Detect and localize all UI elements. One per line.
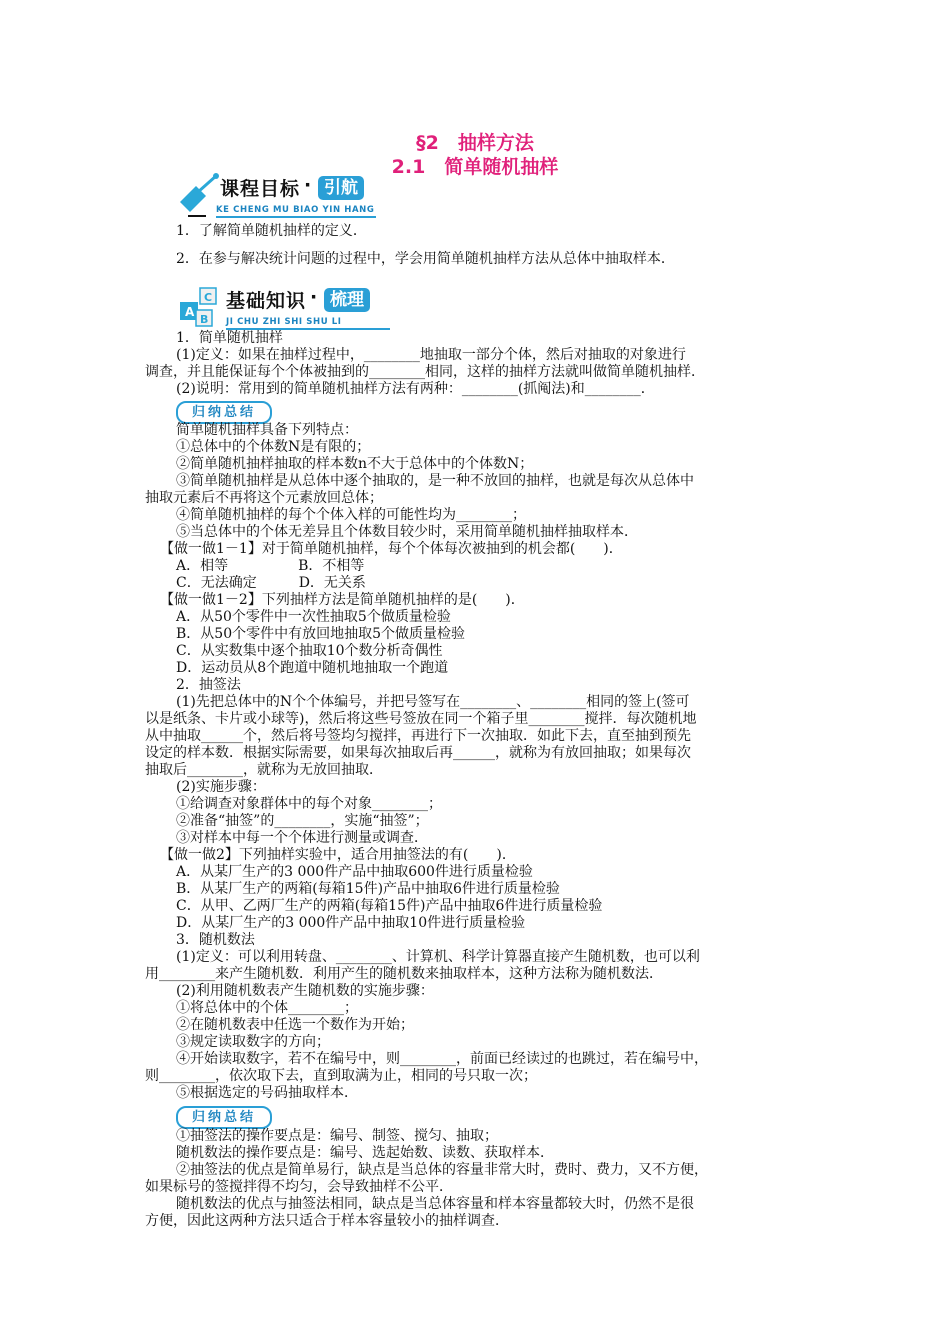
text-line: ①总体中的个体数N是有限的；	[176, 439, 371, 455]
text-line: ②抽签法的优点是简单易行，缺点是当总体的容量非常大时，费时、费力，又不方便，	[176, 1162, 708, 1178]
course-goal-banner	[176, 172, 386, 220]
text-line: ③简单随机抽样是从总体中逐个抽取的，是一种不放回的抽样，也就是每次从总体中	[176, 473, 694, 489]
text-line: 设定的样本数．根据实际需要，如果每次抽取后再______，就称为有放回抽取；如果每次	[145, 745, 691, 761]
text-line: ①给调查对象群体中的每个对象________；	[176, 796, 442, 812]
goal-item: 1．了解简单随机抽样的定义．	[176, 223, 367, 239]
text-line: (2)说明：常用到的简单随机抽样方法有两种：________(抓阄法)和________．	[176, 381, 655, 397]
basic-knowledge-banner	[176, 284, 396, 332]
text-line: 随机数法的操作要点是：编号、选起始数、读数、获取样本．	[176, 1145, 554, 1161]
option-line: D．从某厂生产的3 000件产品中抽取10件进行质量检验	[176, 915, 526, 931]
text-line: ②简单随机抽样抽取的样本数n不大于总体中的个体数N；	[176, 456, 534, 472]
exercise-prompt: 【做一做2】下列抽样实验中，适合用抽签法的有( )．	[160, 847, 516, 863]
banner-tag: 引航	[318, 176, 364, 200]
option-line: D．运动员从8个跑道中随机地抽取一个跑道	[176, 660, 449, 676]
text-line: ①抽签法的操作要点是：编号、制签、搅匀、抽取；	[176, 1128, 498, 1144]
icon-letter-c: C	[204, 291, 213, 304]
banner-dot: ·	[304, 174, 312, 196]
text-line: 抽取元素后不再将这个元素放回总体；	[145, 490, 383, 506]
banner-pinyin: JI CHU ZHI SHI SHU LI	[226, 317, 342, 327]
text-line: (1)定义：可以利用转盘、________、计算机、科学计算器直接产生随机数，也可以利	[176, 949, 700, 965]
text-line: 简单随机抽样具备下列特点：	[176, 422, 358, 438]
option-line: A．从50个零件中一次性抽取5个做质量检验	[176, 609, 451, 625]
summary-badge	[176, 401, 272, 424]
banner-title: 课程目标	[220, 178, 301, 200]
text-line: (2)实施步骤：	[176, 779, 266, 795]
option-line: B．从某厂生产的两箱(每箱15件)产品中抽取6件进行质量检验	[176, 881, 560, 897]
option-line: C．从实数集中逐个抽取10个数分析奇偶性	[176, 643, 443, 659]
text-line: (1)先把总体中的N个个体编号，并把号签写在________、________相同的签上(签可	[176, 694, 690, 710]
banner-title: 基础知识	[226, 290, 307, 312]
option-line: C．从甲、乙两厂生产的两箱(每箱15件)产品中抽取6件进行质量检验	[176, 898, 603, 914]
icon-letter-b: B	[200, 313, 209, 326]
text-line: 随机数法的优点与抽签法相同，缺点是当总体容量和样本容量都较大时，仍然不是很	[176, 1196, 694, 1212]
text-line: ⑤当总体中的个体无差异且个体数目较少时，采用简单随机抽样抽取样本．	[176, 524, 638, 540]
option-line: B．从50个零件中有放回地抽取5个做质量检验	[176, 626, 466, 642]
text-line: 抽取后________，就称为无放回抽取．	[145, 762, 383, 778]
goal-item: 2．在参与解决统计问题的过程中，学会用简单随机抽样方法从总体中抽取样本．	[176, 251, 675, 267]
text-line: ①将总体中的个体________；	[176, 1000, 358, 1016]
banner-pinyin: KE CHENG MU BIAO YIN HANG	[216, 205, 375, 215]
heading: 2．抽签法	[176, 677, 241, 693]
text-line: 则________，依次取下去，直到取满为止，相同的号只取一次；	[145, 1068, 537, 1084]
text-line: 从中抽取______个，然后将号签均匀搅拌，再进行下一次抽取．如此下去，直至抽到预先	[145, 728, 691, 744]
subsection-title: 2.1 简单随机抽样	[391, 156, 559, 178]
exercise-prompt: 【做一做1－1】对于简单随机抽样，每个个体每次被抽到的机会都( )．	[160, 541, 623, 557]
heading: 3．随机数法	[176, 932, 255, 948]
heading: 1．简单随机抽样	[176, 330, 283, 346]
summary-label: 归纳总结	[191, 1110, 256, 1125]
text-line: ⑤根据选定的号码抽取样本．	[176, 1085, 358, 1101]
abc-blocks-icon	[176, 284, 228, 332]
option-line: A．相等 B．不相等	[176, 558, 365, 574]
icon-letter-a: A	[185, 305, 195, 319]
text-line: ③规定读取数字的方向；	[176, 1034, 330, 1050]
text-line: 如果标号的签搅拌得不均匀，会导致抽样不公平．	[145, 1179, 453, 1195]
text-line: 方便，因此这两种方法只适合于样本容量较小的抽样调查．	[145, 1213, 509, 1229]
banner-dot: ·	[310, 286, 318, 308]
summary-badge	[176, 1106, 272, 1129]
exercise-prompt: 【做一做1－2】下列抽样方法是简单随机抽样的是( )．	[160, 592, 525, 608]
banner-tag: 梳理	[324, 288, 370, 312]
text-line: ④简单随机抽样的每个个体入样的可能性均为________；	[176, 507, 526, 523]
text-line: 以是纸条、卡片或小球等)，然后将这些号签放在同一个箱子里________搅拌．每次随机地	[145, 711, 697, 727]
text-line: ④开始读取数字，若不在编号中，则________，前面已经读过的也跳过，若在编号中，	[176, 1051, 708, 1067]
option-line: C．无法确定 D．无关系	[176, 575, 366, 591]
option-line: A．从某厂生产的3 000件产品中抽取600件进行质量检验	[176, 864, 533, 880]
text-line: ②准备“抽签”的________，实施“抽签”；	[176, 813, 429, 829]
summary-label: 归纳总结	[191, 405, 256, 420]
text-line: (1)定义：如果在抽样过程中，________地抽取一部分个体，然后对抽取的对象进行	[176, 347, 686, 363]
text-line: 用________来产生随机数．利用产生的随机数来抽取样本，这种方法称为随机数法．	[145, 966, 663, 982]
banner-underline	[216, 216, 376, 218]
text-line: ②在随机数表中任选一个数作为开始；	[176, 1017, 414, 1033]
text-line: (2)利用随机数表产生随机数的实施步骤：	[176, 983, 434, 999]
section-title: §2 抽样方法	[416, 132, 534, 154]
text-line: 调查，并且能保证每个个体被抽到的________相同，这样的抽样方法就叫做简单随机抽样．	[145, 364, 705, 380]
text-line: ③对样本中每一个个体进行测量或调查．	[176, 830, 428, 846]
